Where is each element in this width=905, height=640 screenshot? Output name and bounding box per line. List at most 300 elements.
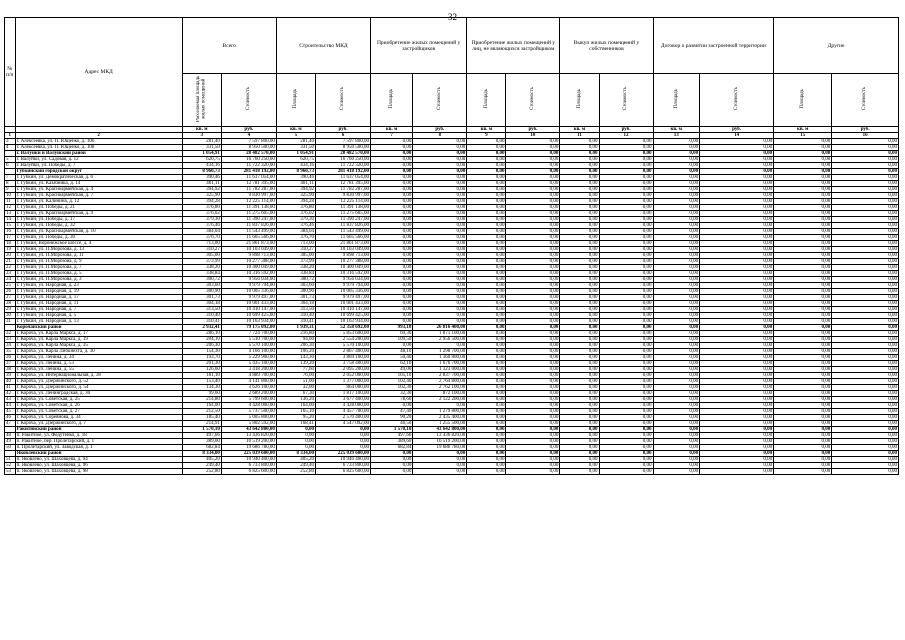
cell-value: 0,00	[832, 373, 899, 379]
cell-value: 0,00	[467, 235, 506, 241]
cell-value: 0,00	[599, 283, 653, 289]
cell-value: 0,00	[653, 421, 700, 427]
cell-row-number: 4	[5, 145, 16, 151]
column-number: 7	[371, 133, 413, 139]
cell-row-number: 35	[5, 349, 16, 355]
cell-value: 0,00	[653, 427, 700, 433]
column-number: 9	[467, 133, 506, 139]
cell-value: 0,00	[653, 217, 700, 223]
cell-value: 0,00	[832, 355, 899, 361]
cell-value: 497,66	[371, 433, 413, 439]
cell-value: 0,00	[653, 157, 700, 163]
cell-value: 0,00	[506, 457, 560, 463]
unit-label: кв. м	[182, 127, 221, 133]
cell-value: 0,00	[413, 211, 467, 217]
cell-value: 50,40	[371, 355, 413, 361]
unit-label: руб.	[700, 127, 774, 133]
cell-value: 0,00	[774, 181, 832, 187]
vertical-header-label: Площадь	[799, 89, 805, 109]
cell-value: 212,50	[182, 409, 221, 415]
cell-value: 0,00	[506, 361, 560, 367]
cell-value: 0,00	[832, 301, 899, 307]
cell-row-number: 20	[5, 253, 16, 259]
cell-value: 0,00	[832, 439, 899, 445]
cell-value: 0,00	[599, 157, 653, 163]
cell-address: г. Губкин, ул. Народная, д. 17	[15, 295, 182, 301]
cell-value: 2 122 200,00	[413, 397, 467, 403]
cell-value: 0,00	[560, 337, 599, 343]
cell-value: 0,00	[371, 403, 413, 409]
cell-value: 0,00	[653, 283, 700, 289]
cell-value: 10 103 049,00	[221, 247, 276, 253]
cell-value: 0,00	[774, 277, 832, 283]
cell-value: 0,00	[413, 259, 467, 265]
cell-value: 0,00	[832, 325, 899, 331]
cell-value: 0,00	[560, 301, 599, 307]
cell-value: 0,00	[560, 217, 599, 223]
cell-address: г. Губкин, ул. Победы, д. 30	[15, 235, 182, 241]
cell-value: 0,00	[700, 385, 774, 391]
cell-value: 126,60	[182, 367, 221, 373]
cell-row-number: 16	[5, 229, 16, 235]
cell-value: 0,00	[653, 205, 700, 211]
cell-value: 0,00	[653, 325, 700, 331]
cell-address: п. Яковлево, ул. Шаховцева, д. 96	[15, 463, 182, 469]
cell-address: п. Ракитное, ул. Федутенко, д. 18	[15, 433, 182, 439]
cell-value: 0,00	[653, 259, 700, 265]
cell-value: 5 510 700,00	[221, 337, 276, 343]
cell-value: 0,00	[774, 469, 832, 475]
cell-value: 0,00	[832, 187, 899, 193]
cell-value: 11 391 138,00	[221, 205, 276, 211]
cell-value: 0,00	[467, 373, 506, 379]
cell-value: 8 334,00	[276, 451, 315, 457]
cell-value: 0,00	[506, 235, 560, 241]
vertical-header-label: Стоимость	[862, 87, 868, 111]
cell-value: 0,00	[832, 253, 899, 259]
cell-value: 0,00	[653, 223, 700, 229]
cell-value: 0,00	[506, 415, 560, 421]
cell-value: 0,00	[560, 391, 599, 397]
cell-row-number: 6	[5, 163, 16, 169]
cell-value: 0,00	[506, 205, 560, 211]
cell-value: 154,30	[182, 349, 221, 355]
cell-row-number: 27	[5, 295, 16, 301]
cell-value: 0,00	[700, 181, 774, 187]
cell-value: 9 898 713,00	[221, 253, 276, 259]
table-body	[5, 139, 899, 475]
cell-value: 0,00	[371, 145, 413, 151]
cell-value: 0,00	[560, 271, 599, 277]
cell-value: 134,30	[182, 385, 221, 391]
cell-value: 0,00	[316, 433, 371, 439]
cell-value: 0,00	[467, 367, 506, 373]
cell-value: 0,00	[467, 241, 506, 247]
cell-value: 181,10	[182, 373, 221, 379]
cell-value: 19 686 780,00	[221, 445, 276, 451]
cell-value: 139,20	[276, 361, 315, 367]
cell-value: 0,00	[774, 217, 832, 223]
cell-value: 0,00	[371, 451, 413, 457]
cell-value: 0,00	[316, 439, 371, 445]
cell-address: г. Валуйки, ул. Садовая, д. 12	[15, 157, 182, 163]
cell-address: г. Губкин, ул. Демократическая, д. 6	[15, 175, 182, 181]
cell-value: 0,00	[599, 469, 653, 475]
column-number: 4	[221, 133, 276, 139]
cell-value: 76,00	[276, 373, 315, 379]
cell-value: 0,00	[832, 415, 899, 421]
cell-value: 0,00	[832, 385, 899, 391]
cell-row-number: 3	[5, 139, 16, 145]
cell-value: 373,99	[276, 259, 315, 265]
cell-value: 0,00	[774, 445, 832, 451]
cell-value: 0,00	[700, 247, 774, 253]
cell-row-number: 32	[5, 331, 16, 337]
cell-value: 0,00	[700, 445, 774, 451]
cell-value: 0,00	[371, 319, 413, 325]
cell-value: 384,04	[276, 229, 315, 235]
cell-value: 0,00	[653, 439, 700, 445]
cell-value: 0,00	[371, 301, 413, 307]
cell-value: 11 391 138,00	[316, 205, 371, 211]
cell-row-number: 47	[5, 421, 16, 427]
cell-value: 10 940 400,00	[316, 457, 371, 463]
cell-value: 12 225 114,00	[316, 199, 371, 205]
cell-value: 0,00	[560, 295, 599, 301]
cell-value: 8 950 500,00	[221, 145, 276, 151]
cell-value: 0,00	[467, 397, 506, 403]
column-number: 11	[560, 133, 599, 139]
cell-value: 0,00	[832, 145, 899, 151]
cell-value: 0,00	[599, 319, 653, 325]
cell-row-number: 36	[5, 355, 16, 361]
cell-value: 11 543 499,00	[221, 229, 276, 235]
cell-value: 0,00	[467, 445, 506, 451]
cell-value: 0,00	[700, 205, 774, 211]
cell-value: 0,00	[560, 415, 599, 421]
unit-label: кв. м	[774, 127, 832, 133]
cell-value: 1 054,91	[276, 151, 315, 157]
cell-row-number: 42	[5, 391, 16, 397]
cell-value: 313,50	[276, 307, 315, 313]
cell-address: г. Короча, ул. Карла Маркса, д. 35	[15, 343, 182, 349]
cell-value: 0,00	[413, 163, 467, 169]
cell-value: 0,00	[774, 403, 832, 409]
cell-value: 0,00	[599, 295, 653, 301]
cell-value: 0,00	[700, 295, 774, 301]
cell-value: 0,00	[506, 439, 560, 445]
cell-value: 79 175 092,00	[221, 325, 276, 331]
cell-value: 16 760 250,00	[221, 157, 276, 163]
cell-value: 0,00	[371, 277, 413, 283]
cell-value: 310,27	[182, 247, 221, 253]
cell-value: 11 665 566,00	[316, 235, 371, 241]
cell-value: 0,00	[371, 463, 413, 469]
subheader-cost	[700, 74, 774, 127]
cell-value: 0,00	[700, 349, 774, 355]
cell-value: 0,00	[371, 313, 413, 319]
cell-value: 0,00	[653, 163, 700, 169]
cell-value: 376,46	[182, 223, 221, 229]
cell-value: 0,00	[413, 289, 467, 295]
cell-value: 0,00	[413, 241, 467, 247]
cell-value: 0,00	[599, 457, 653, 463]
group-header: Договор о развитии застроенной территории	[653, 18, 774, 74]
cell-value: 0,00	[467, 265, 506, 271]
cell-value: 10 277 388,00	[316, 259, 371, 265]
cell-value: 0,00	[700, 139, 774, 145]
group-header: Строительство МКД	[276, 18, 370, 74]
cell-address: г. Губкин, ул. П.Морозова, д. 9	[15, 259, 182, 265]
cell-value: 497,66	[182, 433, 221, 439]
cell-value: 0,00	[599, 181, 653, 187]
cell-row-number: 26	[5, 289, 16, 295]
cell-value: 2 095 200,00	[316, 367, 371, 373]
subheader-cost	[413, 74, 467, 127]
cell-value: 390,46	[276, 175, 315, 181]
cell-value: 338,84	[276, 271, 315, 277]
cell-value: 0,00	[700, 301, 774, 307]
cell-value: 0,00	[774, 199, 832, 205]
cell-row-number: 52	[5, 463, 16, 469]
cell-value: 0,00	[700, 151, 774, 157]
cell-value: 0,00	[700, 337, 774, 343]
cell-value: 376,80	[182, 205, 221, 211]
cell-value: 0,00	[700, 277, 774, 283]
cell-value: 0,00	[832, 277, 899, 283]
cell-value: 4 547 092,00	[316, 421, 371, 427]
cell-value: 0,00	[653, 343, 700, 349]
cell-value: 0,00	[467, 469, 506, 475]
cell-value: 13 436 820,00	[221, 433, 276, 439]
cell-value: 0,00	[653, 397, 700, 403]
cell-value: 0,00	[560, 289, 599, 295]
cell-value: 0,00	[653, 229, 700, 235]
cell-value: 0,00	[467, 211, 506, 217]
cell-value: 2 932,41	[182, 325, 221, 331]
cell-value: 0,00	[599, 373, 653, 379]
cell-address: г. Губкин, ул. Народная, д. 7	[15, 307, 182, 313]
cell-value: 4 457 700,00	[316, 409, 371, 415]
subheader-cost	[599, 74, 653, 127]
vertical-header-label: Площадь	[673, 89, 679, 109]
cell-value: 0,00	[774, 169, 832, 175]
cell-district-name: Корочанский район	[15, 325, 182, 331]
cell-value: 2 554 200,00	[316, 337, 371, 343]
cell-value: 0,00	[413, 469, 467, 475]
cell-value: 0,00	[560, 205, 599, 211]
cell-row-number: 33	[5, 337, 16, 343]
cell-address: г. Валуйки, ул. Победы, д. 7	[15, 163, 182, 169]
cell-value: 0,00	[653, 187, 700, 193]
cell-address: г. Губкин, ул. Красноармейская, д. 9	[15, 211, 182, 217]
cell-value: 0,00	[700, 259, 774, 265]
cell-value: 0,00	[700, 379, 774, 385]
cell-value: 214,91	[182, 421, 221, 427]
cell-value: 13 436 820,00	[413, 433, 467, 439]
cell-value: 0,00	[413, 235, 467, 241]
cell-value: 0,00	[413, 277, 467, 283]
cell-value: 0,00	[832, 391, 899, 397]
cell-value: 0,00	[653, 337, 700, 343]
cell-value: 4 428 000,00	[316, 403, 371, 409]
cell-value: 0,00	[774, 175, 832, 181]
cell-value: 0,00	[700, 271, 774, 277]
cell-value: 0,00	[653, 307, 700, 313]
cell-value: 0,00	[506, 145, 560, 151]
subheader-area	[560, 74, 599, 127]
cell-value: 0,00	[599, 247, 653, 253]
cell-value: 0,00	[653, 457, 700, 463]
cell-value: 0,00	[467, 331, 506, 337]
cell-value: 1 817 100,00	[316, 391, 371, 397]
cell-value: 136,20	[276, 397, 315, 403]
cell-value: 0,00	[653, 313, 700, 319]
cell-value: 0,00	[560, 445, 599, 451]
cell-value: 0,00	[371, 181, 413, 187]
cell-value: 0,00	[506, 199, 560, 205]
cell-value: 94,60	[276, 337, 315, 343]
cell-value: 0,00	[599, 145, 653, 151]
cell-value: 11 782 287,00	[316, 187, 371, 193]
cell-value: 0,00	[467, 193, 506, 199]
cell-district-name: Ракитянский район	[15, 427, 182, 433]
cell-address: п. Ракитное, пер. Пролетарский, д. 1	[15, 439, 182, 445]
cell-address: г. Короча, ул. Советская, д. 26	[15, 403, 182, 409]
cell-value: 0,00	[832, 247, 899, 253]
cell-row-number: 31	[5, 319, 16, 325]
cell-value: 1 054,91	[182, 151, 221, 157]
cell-value: 0,00	[653, 379, 700, 385]
cell-value: 0,00	[506, 325, 560, 331]
cell-value: 0,00	[832, 403, 899, 409]
cell-value: 0,00	[832, 421, 899, 427]
cell-address: г. Губкин, ул. Народная, д. 5	[15, 313, 182, 319]
cell-value: 0,00	[599, 229, 653, 235]
cell-value: 0,00	[774, 163, 832, 169]
cell-address: г. Короча, ул. Ленина, д. 34	[15, 355, 182, 361]
cell-value: 0,00	[560, 325, 599, 331]
unit-label: руб.	[316, 127, 371, 133]
cell-value: 0,00	[599, 343, 653, 349]
cell-value: 0,00	[560, 469, 599, 475]
cell-value: 9 979 497,00	[221, 295, 276, 301]
column-number: 13	[653, 133, 700, 139]
cell-value: 0,00	[700, 457, 774, 463]
cell-value: 0,00	[371, 217, 413, 223]
cell-value: 164,00	[182, 403, 221, 409]
cell-value: 0,00	[599, 349, 653, 355]
cell-value: 0,00	[653, 403, 700, 409]
cell-value: 0,00	[413, 451, 467, 457]
cell-value: 165,10	[276, 409, 315, 415]
table-header	[5, 18, 899, 139]
cell-value: 0,00	[599, 415, 653, 421]
cell-value: 0,00	[653, 139, 700, 145]
cell-row-number: 37	[5, 361, 16, 367]
cell-value: 0,00	[506, 433, 560, 439]
cell-value: 252,80	[182, 469, 221, 475]
cell-value: 0,00	[506, 391, 560, 397]
cell-value: 376,02	[182, 211, 221, 217]
cell-value: 225 039 600,00	[221, 451, 276, 457]
cell-value: 331,50	[276, 145, 315, 151]
cell-value: 0,00	[774, 253, 832, 259]
cell-value: 0,00	[700, 241, 774, 247]
cell-value: 0,00	[700, 223, 774, 229]
table-row	[5, 469, 899, 475]
cell-value: 0,00	[371, 307, 413, 313]
cell-value: 0,00	[653, 277, 700, 283]
column-number: 3	[182, 133, 221, 139]
cell-value: 0,00	[413, 283, 467, 289]
cell-value: 0,00	[467, 283, 506, 289]
cell-value: 0,00	[599, 241, 653, 247]
cell-value: 0,00	[560, 181, 599, 187]
cell-value: 214,80	[182, 397, 221, 403]
cell-value: 4 428 000,00	[221, 403, 276, 409]
cell-value: 0,00	[832, 307, 899, 313]
cell-value: 281,40	[182, 139, 221, 145]
subheader-cost	[221, 74, 276, 127]
cell-value: 0,00	[832, 271, 899, 277]
cell-value: 0,00	[371, 169, 413, 175]
cell-row-number: 34	[5, 343, 16, 349]
cell-value: 0,00	[599, 301, 653, 307]
cell-value: 0,00	[413, 247, 467, 253]
cell-value: 0,00	[832, 283, 899, 289]
cell-value: 0,00	[371, 157, 413, 163]
cell-value: 43 642 800,00	[413, 427, 467, 433]
cell-value: 0,00	[371, 223, 413, 229]
vertical-header-label: Площадь	[576, 89, 582, 109]
cell-value: 0,00	[599, 235, 653, 241]
cell-value: 0,00	[413, 313, 467, 319]
cell-value: 0,00	[599, 139, 653, 145]
cell-value: 1 377 000,00	[316, 379, 371, 385]
cell-value: 0,00	[774, 349, 832, 355]
cell-value: 0,00	[774, 457, 832, 463]
cell-value: 0,00	[599, 385, 653, 391]
cell-value: 0,00	[832, 163, 899, 169]
cell-value: 9 898 713,00	[316, 253, 371, 259]
cell-value: 0,00	[506, 343, 560, 349]
cell-value: 394,92	[276, 187, 315, 193]
housing-resettlement-table	[4, 17, 899, 475]
cell-value: 0,00	[276, 433, 315, 439]
cell-value: 379,30	[276, 217, 315, 223]
cell-value: 0,00	[467, 187, 506, 193]
cell-value: 6 825 600,00	[316, 469, 371, 475]
cell-row-number: 18	[5, 241, 16, 247]
cell-value: 26 816 400,00	[413, 325, 467, 331]
cell-value: 405,20	[276, 457, 315, 463]
cell-value: 0,00	[599, 355, 653, 361]
cell-value: 0,00	[560, 403, 599, 409]
cell-value: 0,00	[832, 181, 899, 187]
cell-value: 0,00	[774, 331, 832, 337]
cell-row-number: 5	[5, 157, 16, 163]
cell-value: 10 277 388,00	[221, 259, 276, 265]
cell-value: 1 570,10	[182, 427, 221, 433]
cell-value: 0,00	[774, 301, 832, 307]
cell-value: 0,00	[467, 253, 506, 259]
cell-value: 67,30	[276, 391, 315, 397]
cell-value: 0,00	[560, 427, 599, 433]
cell-value: 0,00	[599, 289, 653, 295]
cell-value: 0,00	[467, 409, 506, 415]
cell-value: 1 939,31	[276, 325, 315, 331]
